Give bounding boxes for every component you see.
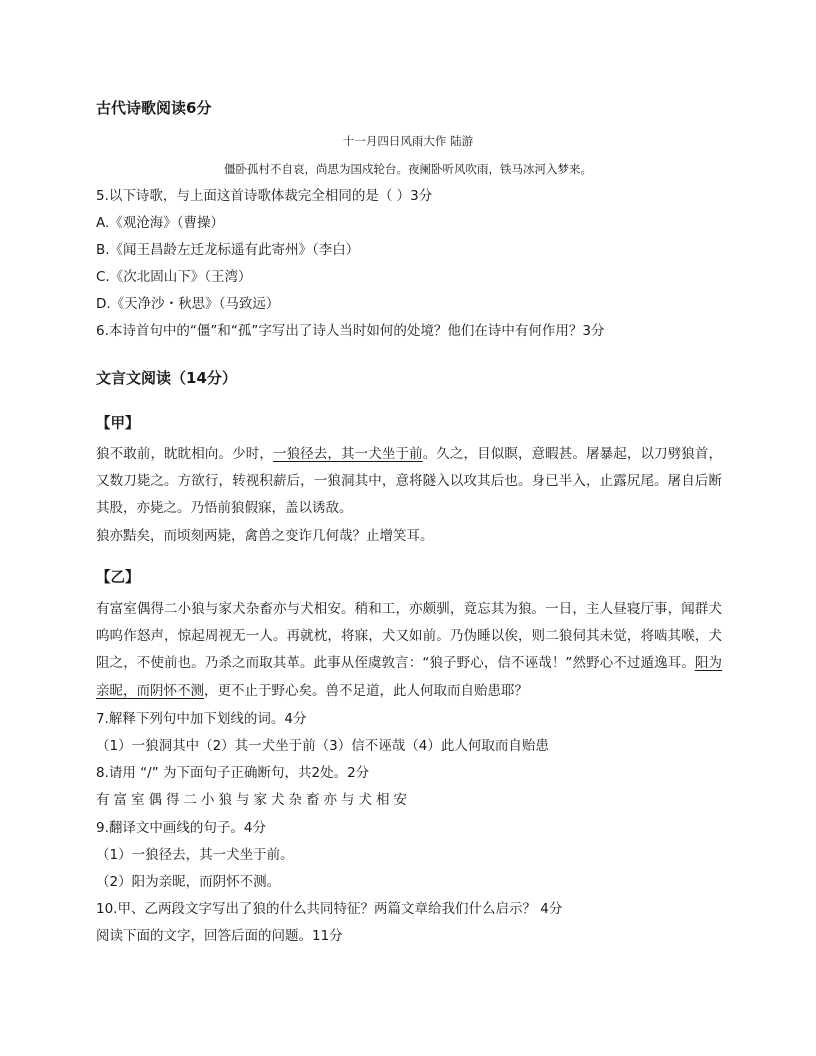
option-c: C.《次北固山下》（王湾） xyxy=(96,269,252,285)
option-a: A.《观沧海》（曹操） xyxy=(96,215,225,231)
poem-title: 十一月四日风雨大作 陆游 xyxy=(342,134,474,148)
question-10: 10.甲、乙两段文字写出了狼的什么共同特征？两篇文章给我们什么启示？ 4分 xyxy=(96,901,563,917)
passage-jia-paragraph-1 xyxy=(96,441,722,523)
option-b: B.《闻王昌龄左迁龙标遥有此寄州》（李白） xyxy=(96,242,360,258)
passage-jia-text-b: 。久之，目似瞑，意暇甚。屠暴起，以刀劈狼首，又数刀毙之。方欲行，转视积薪后，一狼洞其中，意将隧入以攻其后也。身已半入，止露尻尾。屠自后断其股，亦毙之。乃悟前狼假寐，盖以诱敌。 xyxy=(96,446,723,517)
passage-jia xyxy=(96,441,722,550)
question-7: 7.解释下列句中加下划线的词。4分 xyxy=(96,711,307,727)
question-5: 5.以下诗歌，与上面这首诗歌体裁完全相同的是（ ）3分 xyxy=(96,188,433,204)
question-8-sentence: 有富室偶得二小狼与家犬杂畜亦与犬相安 xyxy=(96,792,411,808)
question-9-item-1: （1）一狼径去，其一犬坐于前。 xyxy=(96,847,294,863)
question-6: 6.本诗首句中的“僵”和“孤”字写出了诗人当时如何的处境？他们在诗中有何作用？3分 xyxy=(96,323,605,339)
passage-jia-label: 【甲】 xyxy=(96,416,140,432)
poetry-section-title: 古代诗歌阅读6分 xyxy=(96,99,212,117)
passage-jia-paragraph-2: 狼亦黠矣，而顷刻两毙，禽兽之变诈几何哉？止增笑耳。 xyxy=(96,527,434,544)
passage-yi-paragraph-1 xyxy=(96,596,722,705)
passage-yi-text-b: ，更不止于野心矣。兽不足道，此人何取而自贻患耶？ xyxy=(204,682,528,699)
reading-intro: 阅读下面的文字，回答后面的问题。11分 xyxy=(96,928,343,944)
question-9-item-2: （2）阳为亲昵，而阴怀不测。 xyxy=(96,874,281,890)
passage-yi-underlined-sentence: 阳为亲昵，而阴怀不测 xyxy=(96,655,722,699)
passage-yi-label: 【乙】 xyxy=(96,570,140,586)
passage-yi xyxy=(96,596,722,705)
poem-body: 僵卧孤村不自哀，尚思为国戍轮台。夜阑卧听风吹雨，铁马冰河入梦来。 xyxy=(224,162,592,176)
question-7-items: （1）一狼洞其中（2）其一犬坐于前（3）信不诬哉（4）此人何取而自贻患 xyxy=(96,738,549,754)
passage-jia-underlined-sentence: 一狼径去，其一犬坐于前 xyxy=(272,446,423,462)
classical-section-title: 文言文阅读（14分） xyxy=(96,369,237,387)
passage-yi-text-a: 有富室偶得二小狼与家犬杂畜亦与犬相安。稍和工，亦颇驯，竟忘其为狼。一日，主人昼寝厅事，闻群犬呜呜作怒声，惊起周视无一人。再就枕，将寐，犬又如前。乃伪睡以俟，则二狼伺其未觉，将啮其喉，犬阻之，不使前也。乃杀之而取其革。此事从侄虞敦言：“狼子野心，信不诬哉！”然野心不过遁逸耳。 xyxy=(96,601,722,672)
question-9: 9.翻译文中画线的句子。4分 xyxy=(96,820,266,836)
passage-jia-text-a: 狼不敢前，眈眈相向。少时， xyxy=(96,446,273,462)
option-d: D.《天净沙・秋思》（马致远） xyxy=(96,296,280,312)
question-8: 8.请用 “/” 为下面句子正确断句，共2处。2分 xyxy=(96,765,370,781)
